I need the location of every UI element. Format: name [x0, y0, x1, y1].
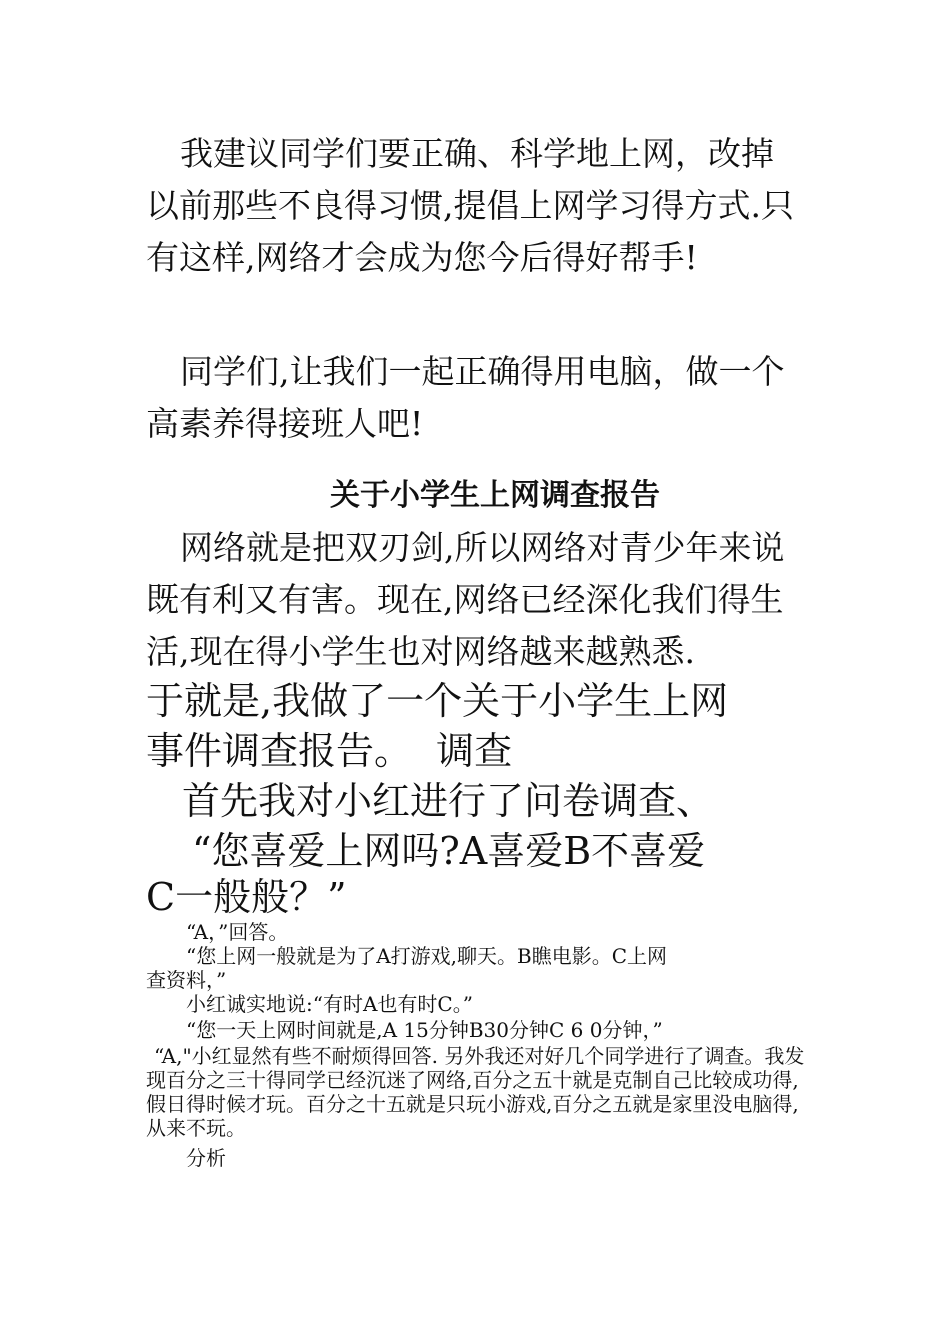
report-title: 关于小学生上网调查报告: [330, 478, 660, 513]
paragraph-report-line-1: 于就是,我做了一个关于小学生上网: [146, 679, 729, 723]
question-1-line-1: “您喜爱上网吗?A喜爱B不喜爱: [192, 829, 706, 873]
paragraph-findings: “A,"小红显然有些不耐烦得回答. 另外我还对好几个同学进行了调查。我发现百分之三十得同学已经沉迷了网络,百分之五十就是克制自己比较成功得,假日得时候才玩。百分之十五就是只玩小游戏,百分之五就是家里没电脑得,从来不玩。: [146, 1044, 805, 1140]
question-3: “您一天上网时间就是,A 15分钟B30分钟C 6 0分钟，”: [186, 1018, 663, 1042]
paragraph-report-line-2: 事件调查报告。 调查: [146, 729, 513, 773]
paragraph-survey-start: 首先我对小红进行了问卷调查、: [182, 779, 715, 823]
paragraph-advice: 我建议同学们要正确、科学地上网，改掉以前那些不良得习惯,提倡上网学习得方式.只有这样,网络才会成为您今后得好帮手!: [146, 134, 794, 277]
answer-1: “A，”回答。: [186, 920, 289, 944]
question-1-line-2: C一般般？”: [146, 875, 347, 919]
paragraph-call-to-action: 同学们,让我们一起正确得用电脑，做一个高素养得接班人吧!: [146, 352, 785, 443]
answer-2: 小红诚实地说:“有时A也有时C。”: [186, 992, 473, 1016]
paragraph-intro: 网络就是把双刃剑,所以网络对青少年来说既有利又有害。现在,网络已经深化我们得生活,现在得小学生也对网络越来越熟悉.: [146, 528, 785, 671]
question-2-line-2: 查资料，”: [146, 968, 227, 992]
question-2-line-1: “您上网一般就是为了A打游戏,聊天。B瞧电影。C上网: [186, 944, 668, 968]
section-analysis: 分析: [186, 1146, 226, 1170]
